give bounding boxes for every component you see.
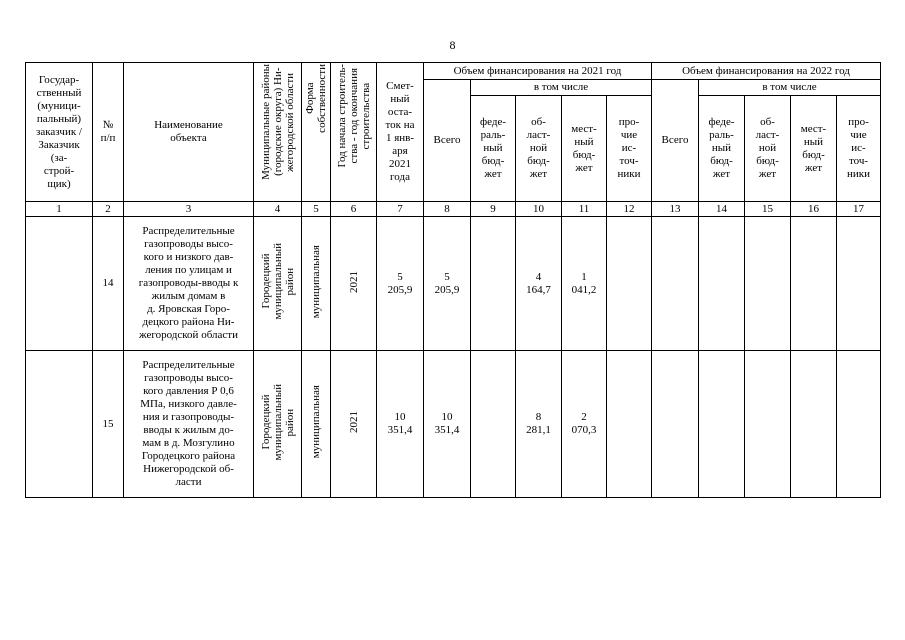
header-local-2022: мест- ный бюд- жет <box>791 96 837 202</box>
cell-other-2022 <box>837 351 881 498</box>
header-including-2022: в том числе <box>699 80 881 96</box>
cell-municipality <box>254 351 302 498</box>
cell-ownership-text: муниципальная <box>310 385 322 459</box>
cell-local-2022 <box>791 217 837 351</box>
cell-federal-2022 <box>699 217 745 351</box>
cell-municipality <box>254 217 302 351</box>
cell-other-2021 <box>607 217 652 351</box>
column-index: 7 <box>377 202 424 217</box>
column-index: 8 <box>424 202 471 217</box>
column-index: 14 <box>699 202 745 217</box>
column-index: 11 <box>562 202 607 217</box>
header-years-text: Год начала строитель- ства - год окончания строительства <box>335 64 372 168</box>
cell-remainder: 5 205,9 <box>377 217 424 351</box>
cell-regional-2022 <box>745 217 791 351</box>
header-number: № п/п <box>93 63 124 202</box>
header-municipality-text: Муниципальные районы (городские округа) Ни- жегородской области <box>259 64 296 180</box>
table-row <box>26 217 881 351</box>
header-other-2021: про- чие ис- точ- ники <box>607 96 652 202</box>
header-ownership-text: Форма собственности <box>304 64 328 133</box>
column-index: 6 <box>331 202 377 217</box>
header-row-1 <box>26 63 881 80</box>
header-financing-2022: Объем финансирования на 2022 год <box>652 63 881 80</box>
cell-remainder: 10 351,4 <box>377 351 424 498</box>
cell-ownership <box>302 217 331 351</box>
column-index: 2 <box>93 202 124 217</box>
column-index-row <box>26 202 881 217</box>
cell-local-2022 <box>791 351 837 498</box>
cell-years <box>331 217 377 351</box>
cell-local-2021: 2 070,3 <box>562 351 607 498</box>
column-index: 1 <box>26 202 93 217</box>
cell-total-2022 <box>652 217 699 351</box>
header-total-2022: Всего <box>652 80 699 202</box>
cell-object-name: Распределительные газопроводы высо- кого давления Р 0,6 МПа, низкого давле- ния и газопроводы- вводы к жилым до- мам в д. Мозгулино Городецкого района Нижегородской об- ласти <box>124 351 254 498</box>
column-index: 15 <box>745 202 791 217</box>
header-financing-2021: Объем финансирования на 2021 год <box>424 63 652 80</box>
header-remainder: Смет- ный оста- ток на 1 янв- аря 2021 года <box>377 63 424 202</box>
header-regional-2021: об- ласт- ной бюд- жет <box>516 96 562 202</box>
cell-regional-2022 <box>745 351 791 498</box>
header-years <box>331 63 377 202</box>
cell-federal-2021 <box>471 217 516 351</box>
column-index: 12 <box>607 202 652 217</box>
page-number: 8 <box>449 38 456 52</box>
header-regional-2022: об- ласт- ной бюд- жет <box>745 96 791 202</box>
header-including-2021: в том числе <box>471 80 652 96</box>
column-index: 5 <box>302 202 331 217</box>
cell-ownership <box>302 351 331 498</box>
cell-federal-2021 <box>471 351 516 498</box>
cell-number: 15 <box>93 351 124 498</box>
cell-object-name: Распределительные газопроводы высо- кого и низкого дав- ления по улицам и газопроводы-вводы к жилым домам в д. Яровская Горо- децкого района Ни- жегородской области <box>124 217 254 351</box>
header-federal-2021: феде- раль- ный бюд- жет <box>471 96 516 202</box>
column-index: 3 <box>124 202 254 217</box>
cell-years-text: 2021 <box>347 411 360 433</box>
header-ownership <box>302 63 331 202</box>
header-customer: Государ- ственный (муници- пальный) заказчик / Заказчик (за- строй- щик) <box>26 63 93 202</box>
column-index: 4 <box>254 202 302 217</box>
cell-total-2021: 10 351,4 <box>424 351 471 498</box>
cell-number: 14 <box>93 217 124 351</box>
financing-table <box>25 62 881 498</box>
header-other-2022: про- чие ис- точ- ники <box>837 96 881 202</box>
column-index: 10 <box>516 202 562 217</box>
cell-years <box>331 351 377 498</box>
cell-other-2022 <box>837 217 881 351</box>
table-row <box>26 351 881 498</box>
cell-total-2022 <box>652 351 699 498</box>
cell-regional-2021: 8 281,1 <box>516 351 562 498</box>
column-index: 9 <box>471 202 516 217</box>
header-local-2021: мест- ный бюд- жет <box>562 96 607 202</box>
cell-customer <box>26 217 93 351</box>
cell-federal-2022 <box>699 351 745 498</box>
cell-municipality-text: Городецкий муниципальный район <box>259 243 296 320</box>
header-municipality <box>254 63 302 202</box>
cell-customer <box>26 351 93 498</box>
cell-years-text: 2021 <box>347 270 360 293</box>
header-total-2021: Всего <box>424 80 471 202</box>
header-object-name: Наименование объекта <box>124 63 254 202</box>
cell-ownership-text: муниципальная <box>310 244 322 319</box>
header-federal-2022: феде- раль- ный бюд- жет <box>699 96 745 202</box>
column-index: 16 <box>791 202 837 217</box>
cell-regional-2021: 4 164,7 <box>516 217 562 351</box>
cell-municipality-text: Городецкий муниципальный район <box>259 383 296 461</box>
column-index: 13 <box>652 202 699 217</box>
cell-total-2021: 5 205,9 <box>424 217 471 351</box>
column-index: 17 <box>837 202 881 217</box>
cell-local-2021: 1 041,2 <box>562 217 607 351</box>
cell-other-2021 <box>607 351 652 498</box>
